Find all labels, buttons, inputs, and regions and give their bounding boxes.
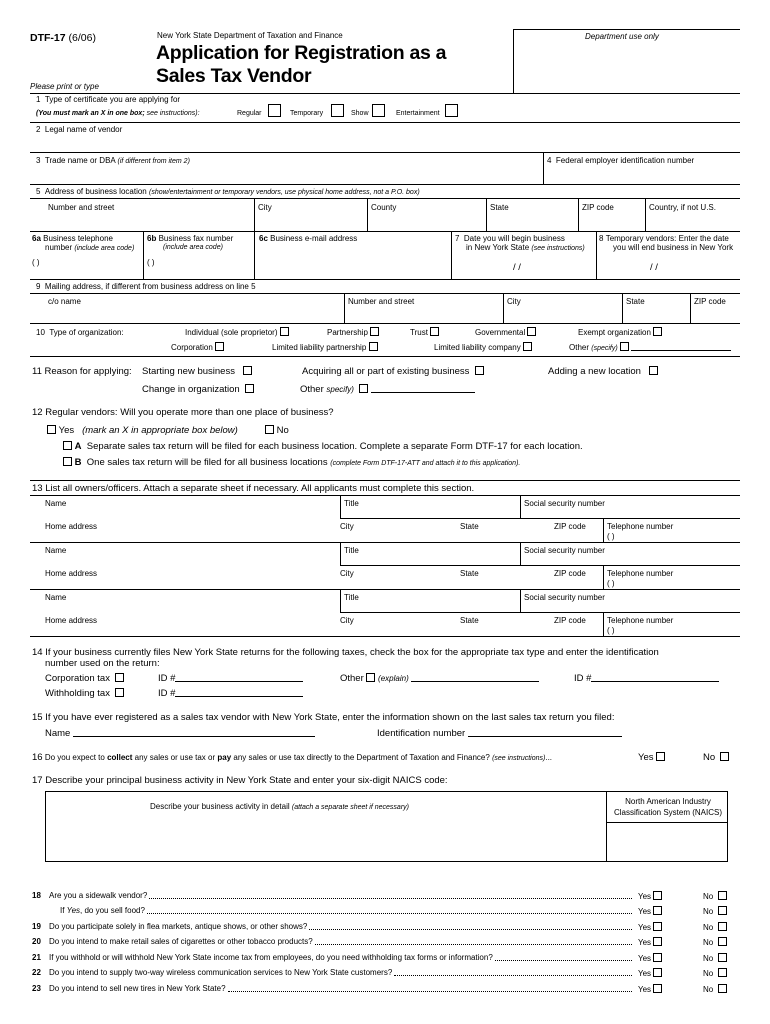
owner-zip-label: ZIP code <box>554 569 586 578</box>
dotted-leader <box>394 975 632 976</box>
q1-label: 1 Type of certificate you are applying for <box>36 95 181 104</box>
q10-individual[interactable]: Individual (sole proprietor) <box>185 327 289 337</box>
owner-home-address-label: Home address <box>45 616 98 625</box>
print-note: Please print or type <box>30 82 99 91</box>
owner-name-label: Name <box>45 499 67 508</box>
q6c-label: 6c Business e-mail address <box>259 234 358 243</box>
q14-corp-id[interactable]: ID # <box>158 673 303 684</box>
checkbox[interactable] <box>653 984 662 993</box>
checkbox[interactable] <box>718 937 727 946</box>
yes-label: Yes <box>638 985 652 994</box>
describe-activity-label: Describe your business activity in detail (attach a separate sheet if necessary) <box>150 802 409 811</box>
no-checkbox[interactable] <box>703 906 727 916</box>
q1-temporary-checkbox[interactable] <box>331 104 344 117</box>
q10-other[interactable]: Other (specify) <box>569 342 731 352</box>
question-text <box>49 968 392 977</box>
q11-label: 11 Reason for applying: <box>32 366 132 377</box>
owner-city-label: City <box>340 522 354 531</box>
q5-country-label: Country, if not U.S. <box>649 203 716 212</box>
q11-change-org[interactable]: Change in organization <box>142 384 254 395</box>
yes-label: Yes <box>638 907 652 916</box>
checkbox[interactable] <box>718 906 727 915</box>
question-number: 18 <box>32 891 41 900</box>
q12-yes[interactable]: Yes (mark an X in appropriate box below) <box>47 425 238 436</box>
checkbox[interactable] <box>718 968 727 977</box>
no-checkbox[interactable] <box>703 891 727 901</box>
q5-zip-label: ZIP code <box>582 203 614 212</box>
business-activity-field[interactable] <box>47 824 605 861</box>
q1-opt-show-label: Show <box>351 110 369 117</box>
owner-phone-paren[interactable]: ( ) <box>607 579 615 588</box>
q14-withholding-tax[interactable]: Withholding tax <box>45 688 124 699</box>
checkbox[interactable] <box>653 906 662 915</box>
owner-city-label: City <box>340 569 354 578</box>
owner-state-label: State <box>460 522 479 531</box>
q5-county-label: County <box>371 203 397 212</box>
no-checkbox[interactable] <box>703 984 727 994</box>
no-checkbox[interactable] <box>703 937 727 947</box>
email-field[interactable] <box>256 245 450 279</box>
q16-label: 16 Do you expect to collect any sales or use tax or pay any sales or use tax directly to the Department of Taxation and Finance? (see instructions)... <box>32 752 553 763</box>
question-text-main: If you withhold or will withhold New York State income tax from employees, do you need withholding tax forms or information? <box>49 953 493 962</box>
question-text-prefix: If <box>60 906 67 915</box>
owner-ssn-label: Social security number <box>524 593 605 602</box>
no-label: No <box>703 907 714 916</box>
dotted-leader <box>149 898 632 899</box>
q3-label: 3 Trade name or DBA (if different from item 2) <box>36 156 190 165</box>
question-text-main: , do you sell food? <box>80 906 145 915</box>
checkbox[interactable] <box>653 937 662 946</box>
q11-adding-location[interactable]: Adding a new location <box>548 366 658 377</box>
question-text <box>60 906 145 915</box>
no-label: No <box>703 969 714 978</box>
owner-phone-label: Telephone number <box>607 569 674 578</box>
q11-other[interactable]: Other specify) <box>300 384 475 395</box>
no-label: No <box>703 892 714 901</box>
q8-label: 8 Temporary vendors: Enter the date you will end business in New York <box>599 234 734 252</box>
q5-state-label: State <box>490 203 509 212</box>
question-text <box>49 891 147 900</box>
q6a-phone-paren[interactable]: ( ) <box>32 258 40 267</box>
owner-zip-label: ZIP code <box>554 616 586 625</box>
owner-zip-label: ZIP code <box>554 522 586 531</box>
q9-label: 9 Mailing address, if different from business address on line 5 <box>36 282 256 291</box>
q1-opt-temporary-label: Temporary <box>290 110 324 117</box>
q1-regular-checkbox[interactable] <box>268 104 281 117</box>
yes-checkbox[interactable] <box>638 906 662 916</box>
q6b-label: 6b Business fax number (include area code) <box>147 234 234 251</box>
q16-yes[interactable]: Yes <box>638 752 665 763</box>
dotted-leader <box>315 944 632 945</box>
naics-label: North American Industry Classification System (NAICS) <box>613 797 723 817</box>
owner-title-label: Title <box>344 499 359 508</box>
q8-date-slashes[interactable]: / / <box>650 262 658 273</box>
no-checkbox[interactable] <box>703 953 727 963</box>
q7-label: 7 Date you will begin business in New York State (see instructions) <box>455 234 585 252</box>
q1-instructions: (You must mark an X in one box; see instructions): <box>36 110 200 117</box>
q9-city-label: City <box>507 297 521 306</box>
checkbox[interactable] <box>653 891 662 900</box>
q6b-fax-paren[interactable]: ( ) <box>147 258 155 267</box>
q10-trust[interactable]: Trust <box>410 327 439 337</box>
checkbox[interactable] <box>653 922 662 931</box>
no-label: No <box>703 938 714 947</box>
owner-phone-paren[interactable]: ( ) <box>607 626 615 635</box>
q4-label: 4 Federal employer identification number <box>547 156 695 165</box>
yes-checkbox[interactable] <box>638 968 662 978</box>
checkbox[interactable] <box>653 968 662 977</box>
owner-ssn-label: Social security number <box>524 499 605 508</box>
q17-label: 17 Describe your principal business activity in New York State and enter your six-digit NAICS code: <box>32 775 448 786</box>
owner-title-label: Title <box>344 593 359 602</box>
q12-label: 12 Regular vendors: Will you operate more than one place of business? <box>32 407 334 418</box>
q9-zip-label: ZIP code <box>694 297 726 306</box>
checkbox[interactable] <box>718 984 727 993</box>
q12-option-a[interactable]: A Separate sales tax return will be filed for each business location. Complete a separate Form DTF-17 for each location. <box>63 441 583 452</box>
yes-label: Yes <box>638 892 652 901</box>
yes-label: Yes <box>638 969 652 978</box>
owner-city-label: City <box>340 616 354 625</box>
no-label: No <box>703 923 714 932</box>
no-label: No <box>703 954 714 963</box>
q10-governmental[interactable]: Governmental <box>475 327 536 337</box>
yes-checkbox[interactable] <box>638 937 662 947</box>
question-number: 22 <box>32 968 41 977</box>
q12-no[interactable]: No <box>265 425 289 436</box>
q1-opt-entertainment-label: Entertainment <box>396 110 440 117</box>
checkbox[interactable] <box>718 953 727 962</box>
form-id: DTF-17 (6/06) <box>30 32 96 44</box>
q10-exempt[interactable]: Exempt organization <box>578 327 662 337</box>
q1-opt-regular-label: Regular <box>237 110 262 117</box>
yes-checkbox[interactable] <box>638 984 662 994</box>
q14-other-id[interactable]: ID # <box>574 673 719 684</box>
dotted-leader <box>147 913 632 914</box>
q5-street-label: Number and street <box>48 203 115 212</box>
owner-home-address-label: Home address <box>45 569 98 578</box>
owner-name-label: Name <box>45 593 67 602</box>
q10-partnership[interactable]: Partnership <box>327 327 379 337</box>
yes-checkbox[interactable] <box>638 922 662 932</box>
owner-home-address-label: Home address <box>45 522 98 531</box>
owner-state-label: State <box>460 569 479 578</box>
q14-withholding-id[interactable]: ID # <box>158 688 303 699</box>
q15-name[interactable]: Name <box>45 728 315 739</box>
question-number: 21 <box>32 953 41 962</box>
question-text-main: Do you intend to make retail sales of cigarettes or other tobacco products? <box>49 937 313 946</box>
owner-ssn-label: Social security number <box>524 546 605 555</box>
form-title: Application for Registration as a Sales Tax Vendor <box>156 42 447 87</box>
dotted-leader <box>309 929 632 930</box>
question-text-main: Are you a sidewalk vendor? <box>49 891 148 900</box>
checkbox[interactable] <box>718 922 727 931</box>
owner-phone-label: Telephone number <box>607 616 674 625</box>
q14-other[interactable]: Other (explain) <box>340 673 539 684</box>
checkbox[interactable] <box>718 891 727 900</box>
q10-corporation[interactable]: Corporation <box>171 342 224 352</box>
q14-corporation-tax[interactable]: Corporation tax <box>45 673 124 684</box>
question-number: 23 <box>32 984 41 993</box>
q5-city-label: City <box>258 203 272 212</box>
q1-entertainment-checkbox[interactable] <box>445 104 458 117</box>
q15-id-number[interactable]: Identification number <box>377 728 622 739</box>
yes-checkbox[interactable] <box>638 891 662 901</box>
question-text <box>49 984 226 993</box>
owner-name-label: Name <box>45 546 67 555</box>
q7-date-slashes[interactable]: / / <box>513 262 521 273</box>
question-text-italic: Yes <box>66 906 81 915</box>
q13-label: 13 List all owners/officers. Attach a separate sheet if necessary. All applicants must complete this section. <box>32 483 475 494</box>
question-text <box>49 953 493 962</box>
q12-option-b[interactable]: B One sales tax return will be filed for all business locations (complete Form DTF-17-ATT and attach it to this application). <box>63 457 520 468</box>
naics-code-field[interactable] <box>608 824 727 861</box>
q9-co-label: c/o name <box>48 297 81 306</box>
yes-label: Yes <box>638 938 652 947</box>
legal-name-field[interactable] <box>30 135 740 152</box>
no-checkbox[interactable] <box>703 968 727 978</box>
department-use-label: Department use only <box>585 32 659 41</box>
question-number: 19 <box>32 922 41 931</box>
q9-street-label: Number and street <box>348 297 415 306</box>
q11-starting-new[interactable]: Starting new business <box>142 366 252 377</box>
yes-label: Yes <box>638 954 652 963</box>
no-label: No <box>703 985 714 994</box>
question-text-main: Do you intend to sell new tires in New York State? <box>49 984 226 993</box>
checkbox[interactable] <box>653 953 662 962</box>
q11-acquiring[interactable]: Acquiring all or part of existing business <box>302 366 484 377</box>
question-text <box>49 937 313 946</box>
question-text <box>49 922 307 931</box>
q10-label: 10 Type of organization: <box>36 328 124 337</box>
q16-no[interactable]: No <box>703 752 729 763</box>
question-text-main: Do you participate solely in flea markets, antique shows, or other shows? <box>49 922 308 931</box>
owner-phone-paren[interactable]: ( ) <box>607 532 615 541</box>
q10-llc[interactable]: Limited liability company <box>434 342 532 352</box>
q15-label: 15 If you have ever registered as a sales tax vendor with New York State, enter the information shown on the last sales tax return you filed: <box>32 712 615 723</box>
owner-state-label: State <box>460 616 479 625</box>
trade-name-field[interactable] <box>30 167 542 184</box>
yes-checkbox[interactable] <box>638 953 662 963</box>
question-number: 20 <box>32 937 41 946</box>
q14-label: 14 If your business currently files New York State returns for the following taxes, check the box for the appropriate tax type and enter the identification number used on the return: <box>32 647 659 669</box>
q9-state-label: State <box>626 297 645 306</box>
dotted-leader <box>495 960 632 961</box>
q5-label: 5 Address of business location (show/entertainment or temporary vendors, use physical home address, not a P.O. box) <box>36 187 420 196</box>
q10-llp[interactable]: Limited liability partnership <box>272 342 378 352</box>
dotted-leader <box>228 991 632 992</box>
owner-phone-label: Telephone number <box>607 522 674 531</box>
q2-label: 2 Legal name of vendor <box>36 125 123 134</box>
question-text-main: Do you intend to supply two-way wireless communication services to New York State customers? <box>49 968 393 977</box>
q6a-label: 6a Business telephone number (include area code) <box>32 234 135 252</box>
owner-title-label: Title <box>344 546 359 555</box>
federal-ein-field[interactable] <box>545 167 740 184</box>
q1-show-checkbox[interactable] <box>372 104 385 117</box>
no-checkbox[interactable] <box>703 922 727 932</box>
yes-label: Yes <box>638 923 652 932</box>
agency-name: New York State Department of Taxation and Finance <box>157 31 343 40</box>
